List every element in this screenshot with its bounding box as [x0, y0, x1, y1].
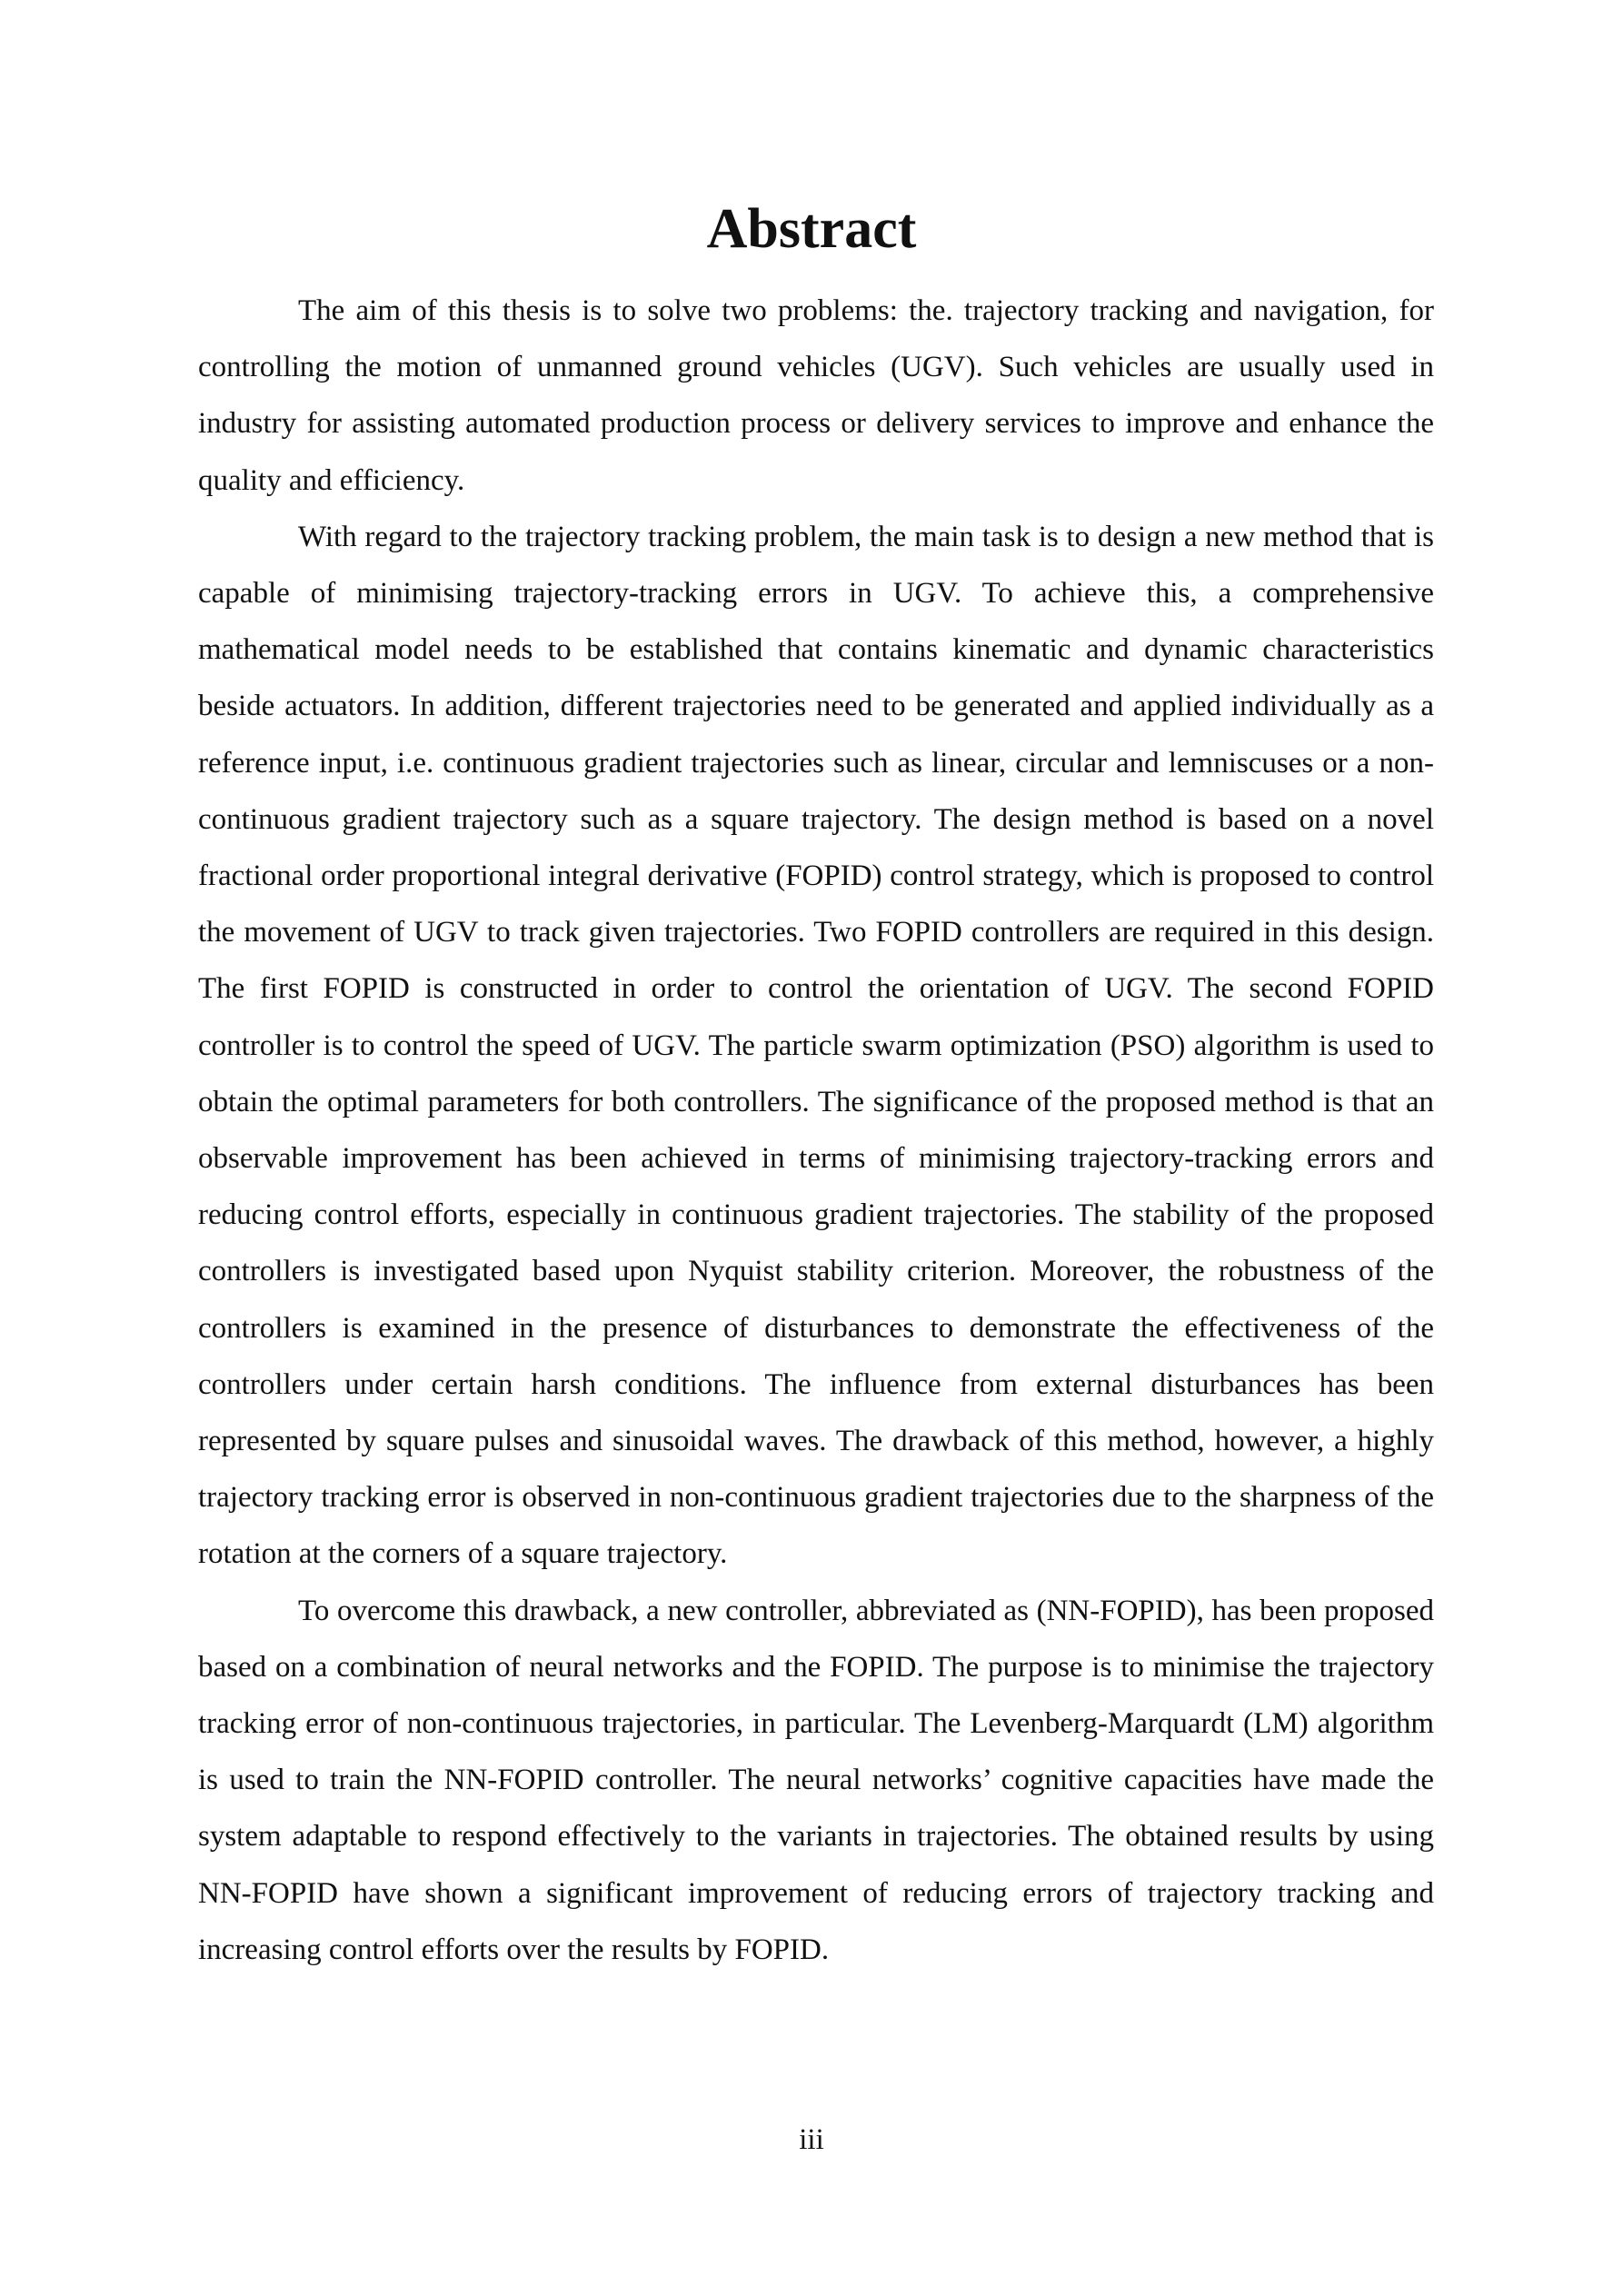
page-number: iii — [799, 2123, 824, 2156]
abstract-heading: Abstract — [706, 198, 917, 260]
abstract-body — [198, 283, 1434, 1978]
paragraph-fopid-method: With regard to the trajectory tracking problem, the main task is to design a new method that is capable of minimising trajectory-tracking errors in UGV. To achieve this, a comprehensive mathematical model needs to be established that contains kinematic and dynamic characteristics beside actuators. In addition, different trajectories need to be generated and applied individually as a reference input, i.e. continuous gradient trajectories such as linear, circular and lemniscuses or a non-continuous gradient trajectory such as a square trajectory. The design method is based on a novel fractional order proportional integral derivative (FOPID) control strategy, which is proposed to control the movement of UGV to track given trajectories. Two FOPID controllers are required in this design. The first FOPID is constructed in order to control the orientation of UGV. The second FOPID controller is to control the speed of UGV. The particle swarm optimization (PSO) algorithm is used to obtain the optimal parameters for both controllers. The significance of the proposed method is that an observable improvement has been achieved in terms of minimising trajectory-tracking errors and reducing control efforts, especially in continuous gradient trajectories. The stability of the proposed controllers is investigated based upon Nyquist stability criterion. Moreover, the robustness of the controllers is examined in the presence of disturbances to demonstrate the effectiveness of the controllers under certain harsh conditions. The influence from external disturbances has been represented by square pulses and sinusoidal waves. The drawback of this method, however, a highly trajectory tracking error is observed in non-continuous gradient trajectories due to the sharpness of the rotation at the corners of a square trajectory. — [198, 520, 1434, 1571]
paragraph-nn-fopid: To overcome this drawback, a new controller, abbreviated as (NN-FOPID), has been proposed based on a combination of neural networks and the FOPID. The purpose is to minimise the trajectory tracking error of non-continuous trajectories, in particular. The Levenberg-Marquardt (LM) algorithm is used to train the NN-FOPID controller. The neural networks’ cognitive capacities have made the system adaptable to respond effectively to the variants in trajectories. The obtained results by using NN-FOPID have shown a significant improvement of reducing errors of trajectory tracking and increasing control efforts over the results by FOPID. — [198, 1594, 1434, 1966]
paragraph-intro: The aim of this thesis is to solve two problems: the. trajectory tracking and navigation, for controlling the motion of unmanned ground vehicles (UGV). Such vehicles are usually used in industry for assisting automated production process or delivery services to improve and enhance the quality and efficiency. — [198, 294, 1434, 497]
